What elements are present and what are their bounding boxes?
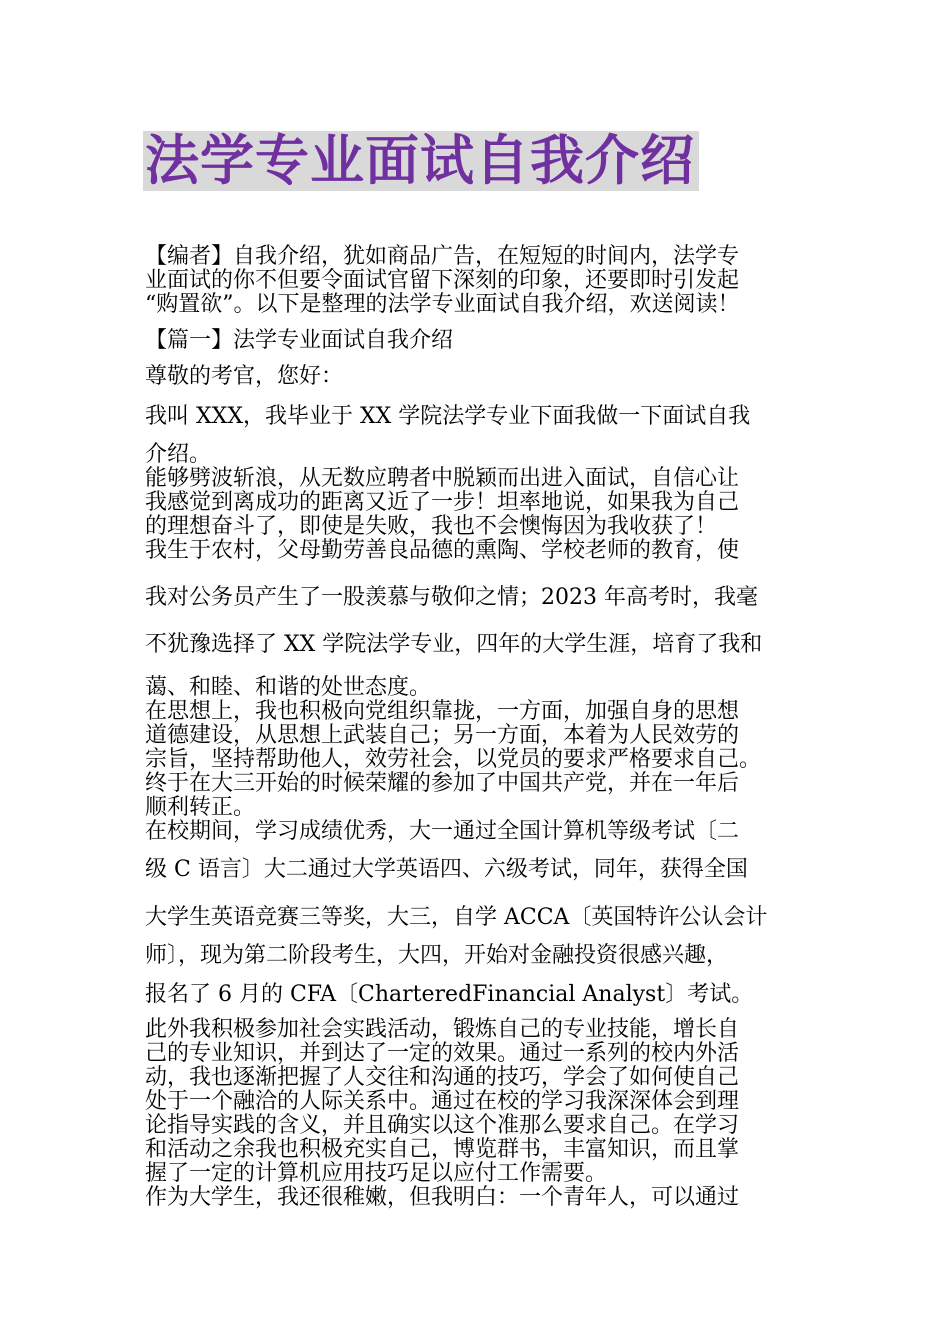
paragraph-line: 的理想奋斗了，即使是失败，我也不会懊悔因为我收获了！ bbox=[145, 514, 718, 539]
paragraph-line: 我对公务员产生了一股羡慕与敬仰之情；2023 年高考时，我毫 bbox=[145, 585, 758, 610]
paragraph-line: 我叫 XXX，我毕业于 XX 学院法学专业下面我做一下面试自我 bbox=[145, 404, 751, 429]
paragraph-line: 不犹豫选择了 XX 学院法学专业，四年的大学生涯，培育了我和 bbox=[145, 632, 763, 657]
paragraph-line: 师〕，现为第二阶段考生，大四，开始对金融投资很感兴趣， bbox=[145, 943, 729, 968]
paragraph-line: 顺利转正。 bbox=[145, 795, 256, 820]
paragraph-line: 处于一个融洽的人际关系中。通过在校的学习我深深体会到理 bbox=[145, 1089, 740, 1114]
paragraph-line: 终于在大三开始的时候荣耀的参加了中国共产党，并在一年后 bbox=[145, 771, 740, 796]
paragraph-line: 在校期间，学习成绩优秀，大一通过全国计算机等级考试〔二 bbox=[145, 819, 740, 844]
intro-line-1: 【编者】自我介绍，犹如商品广告，在短短的时间内，法学专 bbox=[145, 244, 740, 269]
intro-line-3: “购置欲”。以下是整理的法学专业面试自我介绍，欢送阅读！ bbox=[145, 292, 740, 317]
paragraph-line: 蔼、和睦、和谐的处世态度。 bbox=[145, 675, 432, 700]
paragraph-line: 宗旨，坚持帮助他人，效劳社会，以党员的要求严格要求自己。 bbox=[145, 747, 762, 772]
document-title: 法学专业面试自我介绍 bbox=[145, 129, 695, 192]
paragraph-line: 动，我也逐渐把握了人交往和沟通的技巧，学会了如何使自己 bbox=[145, 1065, 740, 1090]
paragraph-line: 握了一定的计算机应用技巧足以应付工作需要。 bbox=[145, 1161, 608, 1186]
document-body bbox=[145, 245, 825, 1210]
paragraph-line: 报名了 6 月的 CFA〔CharteredFinancial Analyst〕考试。 bbox=[145, 982, 754, 1007]
paragraph-line: 介绍。 bbox=[145, 442, 212, 467]
paragraph-line: 和活动之余我也积极充实自己，博览群书，丰富知识，而且掌 bbox=[145, 1137, 740, 1162]
paragraph-line: 道德建设，从思想上武装自己；另一方面，本着为人民效劳的 bbox=[145, 723, 740, 748]
paragraph-line: 级 C 语言〕大二通过大学英语四、六级考试，同年，获得全国 bbox=[145, 857, 748, 882]
paragraph-line: 能够劈波斩浪，从无数应聘者中脱颖而出进入面试，自信心让 bbox=[145, 466, 740, 491]
paragraph-line: 作为大学生，我还很稚嫩，但我明白：一个青年人，可以通过 bbox=[145, 1185, 740, 1210]
section-heading: 【篇一】法学专业面试自我介绍 bbox=[145, 328, 454, 353]
paragraph-line: 此外我积极参加社会实践活动，锻炼自己的专业技能，增长自 bbox=[145, 1017, 740, 1042]
greeting: 尊敬的考官，您好： bbox=[145, 364, 344, 389]
paragraph-line: 大学生英语竞赛三等奖，大三，自学 ACCA〔英国特许公认会计 bbox=[145, 905, 768, 930]
paragraph-line: 论指导实践的含义，并且确实以这个准那么要求自己。在学习 bbox=[145, 1113, 740, 1138]
paragraph-line: 我感觉到离成功的距离又近了一步！坦率地说，如果我为自己 bbox=[145, 490, 740, 515]
paragraph-line: 在思想上，我也积极向党组织靠拢，一方面，加强自身的思想 bbox=[145, 699, 740, 724]
paragraph-line: 己的专业知识，并到达了一定的效果。通过一系列的校内外活 bbox=[145, 1041, 740, 1066]
intro-line-2: 业面试的你不但要令面试官留下深刻的印象，还要即时引发起 bbox=[145, 268, 740, 293]
title-highlight bbox=[143, 131, 699, 191]
paragraph-line: 我生于农村，父母勤劳善良品德的熏陶、学校老师的教育，使 bbox=[145, 538, 740, 563]
